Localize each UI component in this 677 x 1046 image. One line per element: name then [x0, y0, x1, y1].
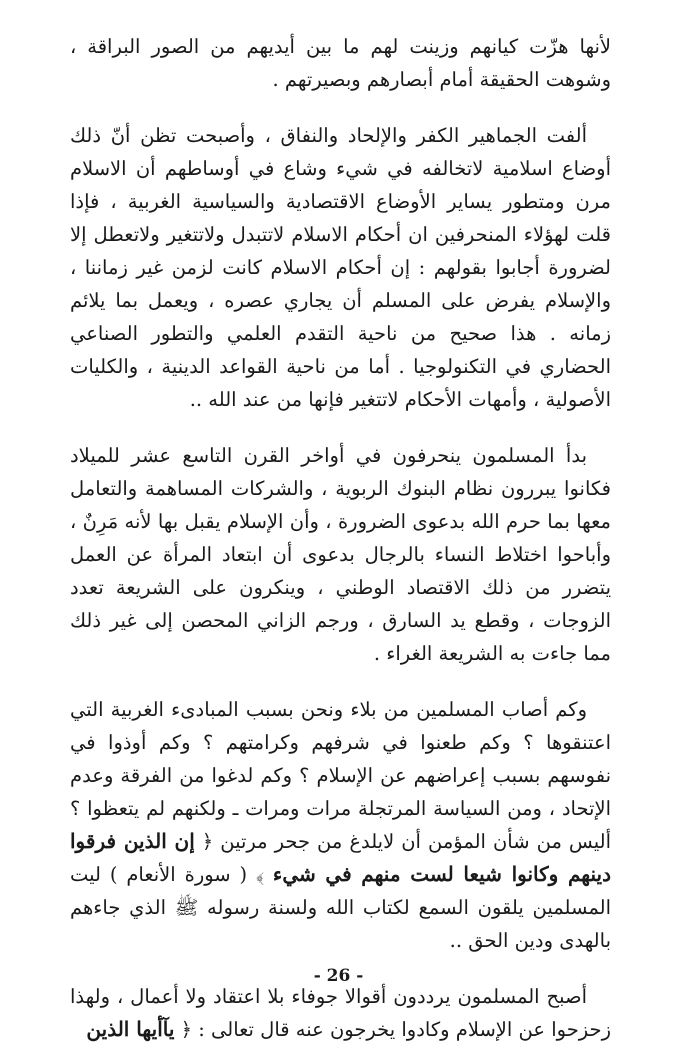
quran-verse: يآأيها الذين — [86, 1017, 175, 1041]
text-run: أصبح المسلمون يرددون أقوالا جوفاء بلا اعتقاد ولا أعمال ، ولهذا زحزحوا عن الإسلام وكادوا يخرجون عنه قال تعالى : ﴿ — [70, 985, 611, 1041]
paragraph-5 — [70, 980, 611, 1046]
quran-verse: إن الذين فرقوا دينهم وكانوا شيعا لست منهم في شيء — [70, 829, 611, 886]
paragraph-2 — [70, 119, 611, 416]
text-run: وكم أصاب المسلمين من بلاء ونحن بسبب المبادىء الغربية التي اعتنقوها ؟ وكم طعنوا في شرفهم وكرامتهم ؟ وكم أوذوا في نفوسهم بسبب إعراضهم عن الإسلام ؟ وكم لدغوا من الفرقة وعدم الإتحاد ، ومن السياسة المرتجلة مرات ومرات ـ ولكنهم لم يتعظوا ؟ أليس من شأن المؤمن أن لايلدغ من جحر مرتين ﴿ — [70, 698, 612, 853]
paragraph-3 — [70, 439, 611, 670]
paragraph-4 — [70, 693, 611, 957]
text-run: لأنها هزّت كيانهم وزينت لهم ما بين أيديهم من الصور البراقة ، وشوهت الحقيقة أمام أبصارهم وبصيرتهم . — [70, 35, 611, 91]
text-run: ألفت الجماهير الكفر والإلحاد والنفاق ، وأصبحت تظن أنّ ذلك أوضاع اسلامية لاتخالفه في شيء وشاع في أوساطهم أن الاسلام مرن ومتطور يساير الأوضاع الاقتصادية والسياسية الغربية ، فإذا قلت لهؤلاء المنحرفين ان أحكام الاسلام لاتتبدل ولاتتغير ولاتعطل إلا لضرورة أجابوا بقولهم : إن أحكام الاسلام كانت لزمن غير زماننا ، والإسلام يفرض على المسلم أن يجاري عصره ، ويعمل بما يلائم زمانه . هذا صحيح من ناحية التقدم العلمي والتطور الصناعي الحضاري في التكنولوجيا . أما من ناحية القواعد الدينية ، والكليات الأصولية ، وأمهات الأحكام لاتتغير فإنها من عند الله .. — [70, 124, 611, 411]
text-run: ﴾ ( سورة الأنعام ) ليت المسلمين يلقون السمع لكتاب الله ولسنة رسوله ﷺ الذي جاءهم بالهدى ودين الحق .. — [70, 863, 611, 952]
text-run: بدأ المسلمون ينحرفون في أواخر القرن التاسع عشر للميلاد فكانوا يبررون نظام البنوك الربوية ، والشركات المساهمة والتعامل معها بما حرم الله بدعوى الضرورة ، وأن الإسلام يقبل بها لأنه مَرِنٌ ، وأباحوا اختلاط النساء بالرجال بدعوى أن ابتعاد المرأة عن العمل يتضرر من ذلك الاقتصاد الوطني ، وينكرون على الشريعة تعدد الزوجات ، وقطع يد السارق ، ورجم الزاني المحصن إلى غير ذلك مما جاءت به الشريعة الغراء . — [70, 444, 611, 665]
paragraph-1 — [70, 30, 611, 96]
page-body — [70, 30, 612, 1041]
page-number: - 26 - — [313, 966, 364, 986]
